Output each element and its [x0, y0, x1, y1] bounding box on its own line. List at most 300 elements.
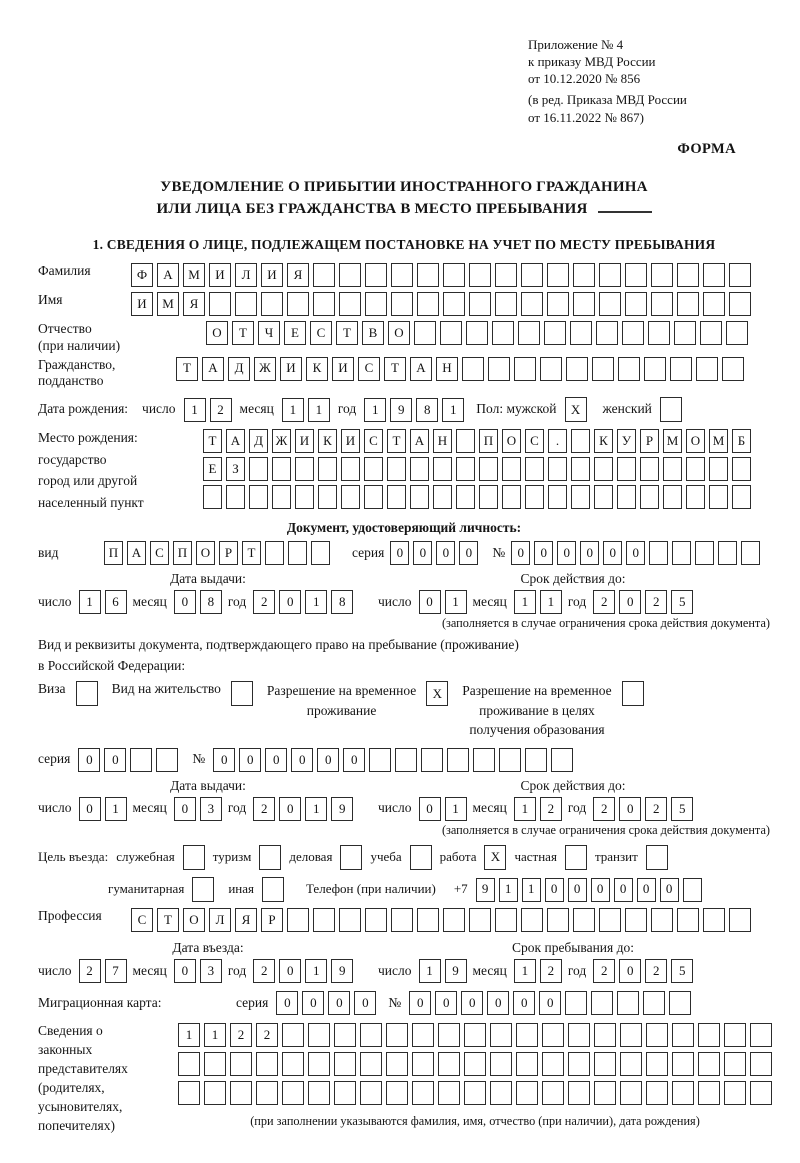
form-cell[interactable]: [178, 1052, 200, 1076]
form-cell[interactable]: [410, 485, 429, 509]
form-cell[interactable]: 1: [514, 797, 536, 821]
form-cell[interactable]: [677, 263, 699, 287]
form-cell[interactable]: [469, 263, 491, 287]
form-cell[interactable]: [695, 541, 714, 565]
form-cell[interactable]: 8: [416, 398, 438, 422]
form-cell[interactable]: [683, 878, 702, 902]
form-cell[interactable]: [698, 1052, 720, 1076]
form-cell[interactable]: 1: [308, 398, 330, 422]
form-cell[interactable]: 0: [436, 541, 455, 565]
entry-month-cells[interactable]: [174, 959, 222, 983]
mc-number-cells[interactable]: [409, 991, 691, 1015]
form-cell[interactable]: Д: [228, 357, 250, 381]
form-cell[interactable]: [391, 263, 413, 287]
form-cell[interactable]: Т: [336, 321, 358, 345]
form-cell[interactable]: Л: [209, 908, 231, 932]
checkbox-purpose-other[interactable]: [262, 877, 284, 902]
form-cell[interactable]: [525, 485, 544, 509]
form-cell[interactable]: [677, 908, 699, 932]
form-cell[interactable]: [571, 429, 590, 453]
form-cell[interactable]: [412, 1081, 434, 1105]
form-cell[interactable]: 0: [291, 748, 313, 772]
form-cell[interactable]: [499, 748, 521, 772]
form-cell[interactable]: [287, 908, 309, 932]
form-cell[interactable]: 0: [534, 541, 553, 565]
form-cell[interactable]: [571, 485, 590, 509]
form-cell[interactable]: [646, 1081, 668, 1105]
checkbox-residence-permit[interactable]: [231, 681, 253, 706]
form-cell[interactable]: [548, 485, 567, 509]
form-cell[interactable]: О: [206, 321, 228, 345]
checkbox-purpose-work[interactable]: X: [484, 845, 506, 870]
form-cell[interactable]: [672, 1081, 694, 1105]
form-cell[interactable]: [599, 292, 621, 316]
form-cell[interactable]: [686, 457, 705, 481]
profession-cells[interactable]: [131, 908, 751, 932]
checkbox-purpose-official[interactable]: [183, 845, 205, 870]
form-cell[interactable]: И: [295, 429, 314, 453]
form-cell[interactable]: [620, 1081, 642, 1105]
form-cell[interactable]: [495, 908, 517, 932]
form-cell[interactable]: [341, 457, 360, 481]
checkbox-temp-residence-education[interactable]: [622, 681, 644, 706]
form-cell[interactable]: [395, 748, 417, 772]
form-cell[interactable]: [566, 357, 588, 381]
form-cell[interactable]: И: [332, 357, 354, 381]
form-cell[interactable]: Я: [235, 908, 257, 932]
form-cell[interactable]: 0: [545, 878, 564, 902]
form-cell[interactable]: [686, 485, 705, 509]
form-cell[interactable]: 0: [660, 878, 679, 902]
form-cell[interactable]: [750, 1052, 772, 1076]
form-cell[interactable]: [521, 292, 543, 316]
form-cell[interactable]: М: [157, 292, 179, 316]
form-cell[interactable]: 3: [200, 959, 222, 983]
form-cell[interactable]: [490, 1052, 512, 1076]
form-cell[interactable]: П: [479, 429, 498, 453]
checkbox-purpose-humanitarian[interactable]: [192, 877, 214, 902]
form-cell[interactable]: 0: [279, 797, 301, 821]
form-cell[interactable]: 0: [413, 541, 432, 565]
form-cell[interactable]: [443, 263, 465, 287]
form-cell[interactable]: [387, 485, 406, 509]
form-cell[interactable]: Т: [232, 321, 254, 345]
form-cell[interactable]: [729, 908, 751, 932]
form-cell[interactable]: [617, 457, 636, 481]
form-cell[interactable]: 0: [419, 590, 441, 614]
form-cell[interactable]: [318, 457, 337, 481]
form-cell[interactable]: 6: [105, 590, 127, 614]
form-cell[interactable]: [703, 908, 725, 932]
form-cell[interactable]: [594, 1081, 616, 1105]
form-cell[interactable]: А: [157, 263, 179, 287]
stay-series-cells[interactable]: [78, 748, 178, 772]
checkbox-purpose-transit[interactable]: [646, 845, 668, 870]
form-cell[interactable]: [663, 485, 682, 509]
form-cell[interactable]: [282, 1081, 304, 1105]
form-cell[interactable]: 1: [419, 959, 441, 983]
form-cell[interactable]: А: [410, 357, 432, 381]
form-cell[interactable]: 3: [200, 797, 222, 821]
form-cell[interactable]: [235, 292, 257, 316]
birthdate-day-cells[interactable]: [184, 398, 232, 422]
form-cell[interactable]: [620, 1023, 642, 1047]
form-cell[interactable]: О: [388, 321, 410, 345]
form-cell[interactable]: [640, 457, 659, 481]
form-cell[interactable]: Т: [384, 357, 406, 381]
stay-until-month-cells[interactable]: [514, 959, 562, 983]
form-cell[interactable]: [456, 457, 475, 481]
form-cell[interactable]: [438, 1023, 460, 1047]
form-cell[interactable]: 1: [282, 398, 304, 422]
form-cell[interactable]: 0: [513, 991, 535, 1015]
form-cell[interactable]: [729, 292, 751, 316]
form-cell[interactable]: 5: [671, 797, 693, 821]
form-cell[interactable]: [648, 321, 670, 345]
form-cell[interactable]: [592, 357, 614, 381]
form-cell[interactable]: [677, 292, 699, 316]
form-cell[interactable]: 0: [435, 991, 457, 1015]
form-cell[interactable]: 1: [499, 878, 518, 902]
form-cell[interactable]: [568, 1052, 590, 1076]
form-cell[interactable]: [178, 1081, 200, 1105]
form-cell[interactable]: [386, 1052, 408, 1076]
form-cell[interactable]: 1: [514, 959, 536, 983]
form-cell[interactable]: Р: [640, 429, 659, 453]
form-cell[interactable]: 0: [568, 878, 587, 902]
form-cell[interactable]: [417, 908, 439, 932]
form-cell[interactable]: [570, 321, 592, 345]
form-cell[interactable]: 9: [331, 797, 353, 821]
form-cell[interactable]: [495, 292, 517, 316]
form-cell[interactable]: 0: [213, 748, 235, 772]
form-cell[interactable]: [438, 1052, 460, 1076]
form-cell[interactable]: [479, 457, 498, 481]
form-cell[interactable]: А: [127, 541, 146, 565]
form-cell[interactable]: [651, 263, 673, 287]
form-cell[interactable]: [724, 1023, 746, 1047]
form-cell[interactable]: [287, 292, 309, 316]
form-cell[interactable]: В: [362, 321, 384, 345]
form-cell[interactable]: [698, 1081, 720, 1105]
form-cell[interactable]: [288, 541, 307, 565]
form-cell[interactable]: [640, 485, 659, 509]
form-cell[interactable]: 8: [331, 590, 353, 614]
form-cell[interactable]: 0: [487, 991, 509, 1015]
stay-issue-year-cells[interactable]: [253, 797, 353, 821]
form-cell[interactable]: [732, 485, 751, 509]
form-cell[interactable]: [334, 1023, 356, 1047]
form-cell[interactable]: [732, 457, 751, 481]
form-cell[interactable]: 0: [619, 797, 641, 821]
checkbox-purpose-business[interactable]: [340, 845, 362, 870]
form-cell[interactable]: 0: [104, 748, 126, 772]
form-cell[interactable]: [433, 457, 452, 481]
form-cell[interactable]: [249, 457, 268, 481]
patronymic-cells[interactable]: [206, 321, 748, 345]
birthdate-year-cells[interactable]: [364, 398, 464, 422]
form-cell[interactable]: [599, 908, 621, 932]
form-cell[interactable]: 0: [557, 541, 576, 565]
form-cell[interactable]: О: [196, 541, 215, 565]
form-cell[interactable]: С: [131, 908, 153, 932]
form-cell[interactable]: [525, 748, 547, 772]
form-cell[interactable]: О: [183, 908, 205, 932]
surname-cells[interactable]: [131, 263, 751, 287]
form-cell[interactable]: 1: [79, 590, 101, 614]
form-cell[interactable]: [272, 485, 291, 509]
form-cell[interactable]: 0: [354, 991, 376, 1015]
form-cell[interactable]: [625, 292, 647, 316]
form-cell[interactable]: [573, 263, 595, 287]
form-cell[interactable]: [479, 485, 498, 509]
form-cell[interactable]: [571, 457, 590, 481]
form-cell[interactable]: [709, 457, 728, 481]
form-cell[interactable]: 1: [445, 797, 467, 821]
form-cell[interactable]: 7: [105, 959, 127, 983]
form-cell[interactable]: [670, 357, 692, 381]
form-cell[interactable]: 0: [265, 748, 287, 772]
form-cell[interactable]: М: [663, 429, 682, 453]
form-cell[interactable]: 1: [445, 590, 467, 614]
form-cell[interactable]: Б: [732, 429, 751, 453]
form-cell[interactable]: [698, 1023, 720, 1047]
doc-series-cells[interactable]: [390, 541, 478, 565]
form-cell[interactable]: 0: [276, 991, 298, 1015]
form-cell[interactable]: [364, 485, 383, 509]
form-cell[interactable]: [594, 457, 613, 481]
form-cell[interactable]: Т: [157, 908, 179, 932]
form-cell[interactable]: [502, 457, 521, 481]
form-cell[interactable]: [722, 357, 744, 381]
phone-cells[interactable]: [476, 878, 702, 902]
form-cell[interactable]: С: [150, 541, 169, 565]
form-cell[interactable]: Н: [436, 357, 458, 381]
form-cell[interactable]: 8: [200, 590, 222, 614]
form-cell[interactable]: Ф: [131, 263, 153, 287]
form-cell[interactable]: [490, 1081, 512, 1105]
stay-until-year-cells[interactable]: [593, 959, 693, 983]
form-cell[interactable]: [391, 292, 413, 316]
form-cell[interactable]: [516, 1023, 538, 1047]
form-cell[interactable]: 2: [230, 1023, 252, 1047]
form-cell[interactable]: 0: [79, 797, 101, 821]
form-cell[interactable]: [313, 908, 335, 932]
form-cell[interactable]: [521, 908, 543, 932]
form-cell[interactable]: [516, 1052, 538, 1076]
form-cell[interactable]: [596, 321, 618, 345]
form-cell[interactable]: [729, 263, 751, 287]
form-cell[interactable]: [568, 1023, 590, 1047]
form-cell[interactable]: [230, 1052, 252, 1076]
form-cell[interactable]: 1: [105, 797, 127, 821]
form-cell[interactable]: 0: [419, 797, 441, 821]
checkbox-purpose-study[interactable]: [410, 845, 432, 870]
form-cell[interactable]: 0: [619, 590, 641, 614]
form-cell[interactable]: [525, 457, 544, 481]
form-cell[interactable]: [156, 748, 178, 772]
form-cell[interactable]: Я: [183, 292, 205, 316]
form-cell[interactable]: [573, 292, 595, 316]
form-cell[interactable]: К: [594, 429, 613, 453]
checkbox-sex-female[interactable]: [660, 397, 682, 422]
birthplace-line2-cells[interactable]: [203, 457, 751, 481]
form-cell[interactable]: [495, 263, 517, 287]
form-cell[interactable]: 0: [279, 959, 301, 983]
form-cell[interactable]: Л: [235, 263, 257, 287]
checkbox-temp-residence[interactable]: X: [426, 681, 448, 706]
form-cell[interactable]: П: [173, 541, 192, 565]
form-cell[interactable]: [651, 292, 673, 316]
form-cell[interactable]: [462, 357, 484, 381]
form-cell[interactable]: У: [617, 429, 636, 453]
form-cell[interactable]: [364, 457, 383, 481]
form-cell[interactable]: [339, 908, 361, 932]
birthplace-line3-cells[interactable]: [203, 485, 751, 509]
form-cell[interactable]: 0: [343, 748, 365, 772]
form-cell[interactable]: 0: [637, 878, 656, 902]
form-cell[interactable]: [469, 292, 491, 316]
form-cell[interactable]: О: [502, 429, 521, 453]
form-cell[interactable]: И: [261, 263, 283, 287]
form-cell[interactable]: [473, 748, 495, 772]
form-cell[interactable]: [469, 908, 491, 932]
form-cell[interactable]: 0: [174, 590, 196, 614]
form-cell[interactable]: 2: [256, 1023, 278, 1047]
form-cell[interactable]: 0: [328, 991, 350, 1015]
form-cell[interactable]: 0: [459, 541, 478, 565]
form-cell[interactable]: С: [358, 357, 380, 381]
stay-number-cells[interactable]: [213, 748, 573, 772]
form-cell[interactable]: [703, 292, 725, 316]
representatives-line1-cells[interactable]: [178, 1023, 772, 1047]
form-cell[interactable]: [360, 1023, 382, 1047]
form-cell[interactable]: [295, 485, 314, 509]
form-cell[interactable]: [542, 1052, 564, 1076]
form-cell[interactable]: [447, 748, 469, 772]
form-cell[interactable]: 1: [522, 878, 541, 902]
form-cell[interactable]: [516, 1081, 538, 1105]
stay-issue-month-cells[interactable]: [174, 797, 222, 821]
form-cell[interactable]: 2: [253, 959, 275, 983]
form-cell[interactable]: [750, 1023, 772, 1047]
form-cell[interactable]: 0: [174, 959, 196, 983]
form-cell[interactable]: 2: [253, 797, 275, 821]
form-cell[interactable]: [464, 1023, 486, 1047]
form-cell[interactable]: [272, 457, 291, 481]
form-cell[interactable]: [718, 541, 737, 565]
form-cell[interactable]: Т: [387, 429, 406, 453]
form-cell[interactable]: И: [131, 292, 153, 316]
form-cell[interactable]: 1: [184, 398, 206, 422]
form-cell[interactable]: П: [104, 541, 123, 565]
identity-issue-day-cells[interactable]: [79, 590, 127, 614]
form-cell[interactable]: [741, 541, 760, 565]
form-cell[interactable]: 0: [614, 878, 633, 902]
firstname-cells[interactable]: [131, 292, 751, 316]
form-cell[interactable]: [663, 457, 682, 481]
form-cell[interactable]: 5: [671, 590, 693, 614]
form-cell[interactable]: К: [306, 357, 328, 381]
form-cell[interactable]: [521, 263, 543, 287]
form-cell[interactable]: Ж: [272, 429, 291, 453]
form-cell[interactable]: [339, 292, 361, 316]
form-cell[interactable]: [456, 429, 475, 453]
form-cell[interactable]: Н: [433, 429, 452, 453]
form-cell[interactable]: 2: [79, 959, 101, 983]
form-cell[interactable]: [703, 263, 725, 287]
form-cell[interactable]: [548, 457, 567, 481]
form-cell[interactable]: Д: [249, 429, 268, 453]
form-cell[interactable]: [249, 485, 268, 509]
form-cell[interactable]: [502, 485, 521, 509]
checkbox-visa[interactable]: [76, 681, 98, 706]
form-cell[interactable]: 1: [305, 590, 327, 614]
form-cell[interactable]: [649, 541, 668, 565]
form-cell[interactable]: [130, 748, 152, 772]
form-cell[interactable]: [466, 321, 488, 345]
form-cell[interactable]: [365, 908, 387, 932]
form-cell[interactable]: [594, 1052, 616, 1076]
form-cell[interactable]: [700, 321, 722, 345]
form-cell[interactable]: [573, 908, 595, 932]
form-cell[interactable]: [417, 292, 439, 316]
form-cell[interactable]: 0: [603, 541, 622, 565]
citizenship-cells[interactable]: [176, 357, 744, 381]
form-cell[interactable]: [542, 1081, 564, 1105]
form-cell[interactable]: .: [548, 429, 567, 453]
form-cell[interactable]: [313, 263, 335, 287]
form-cell[interactable]: Е: [284, 321, 306, 345]
form-cell[interactable]: [421, 748, 443, 772]
form-cell[interactable]: [490, 1023, 512, 1047]
form-cell[interactable]: 1: [364, 398, 386, 422]
form-cell[interactable]: С: [310, 321, 332, 345]
form-cell[interactable]: [514, 357, 536, 381]
form-cell[interactable]: [443, 292, 465, 316]
form-cell[interactable]: Т: [176, 357, 198, 381]
form-cell[interactable]: [318, 485, 337, 509]
form-cell[interactable]: 2: [210, 398, 232, 422]
form-cell[interactable]: 2: [540, 797, 562, 821]
form-cell[interactable]: [282, 1023, 304, 1047]
form-cell[interactable]: [646, 1052, 668, 1076]
checkbox-purpose-tourism[interactable]: [259, 845, 281, 870]
form-cell[interactable]: И: [280, 357, 302, 381]
form-cell[interactable]: [308, 1052, 330, 1076]
form-cell[interactable]: 5: [671, 959, 693, 983]
birthdate-month-cells[interactable]: [282, 398, 330, 422]
identity-issue-year-cells[interactable]: [253, 590, 353, 614]
form-cell[interactable]: [565, 991, 587, 1015]
form-cell[interactable]: 1: [204, 1023, 226, 1047]
form-cell[interactable]: [365, 263, 387, 287]
stay-until-day-cells[interactable]: [419, 959, 467, 983]
representatives-line2-cells[interactable]: [178, 1052, 772, 1076]
form-cell[interactable]: [209, 292, 231, 316]
form-cell[interactable]: 0: [78, 748, 100, 772]
form-cell[interactable]: [518, 321, 540, 345]
form-cell[interactable]: [265, 541, 284, 565]
form-cell[interactable]: Ч: [258, 321, 280, 345]
form-cell[interactable]: [620, 1052, 642, 1076]
form-cell[interactable]: [674, 321, 696, 345]
form-cell[interactable]: 2: [253, 590, 275, 614]
form-cell[interactable]: 0: [174, 797, 196, 821]
form-cell[interactable]: О: [686, 429, 705, 453]
form-cell[interactable]: [591, 991, 613, 1015]
form-cell[interactable]: [651, 908, 673, 932]
